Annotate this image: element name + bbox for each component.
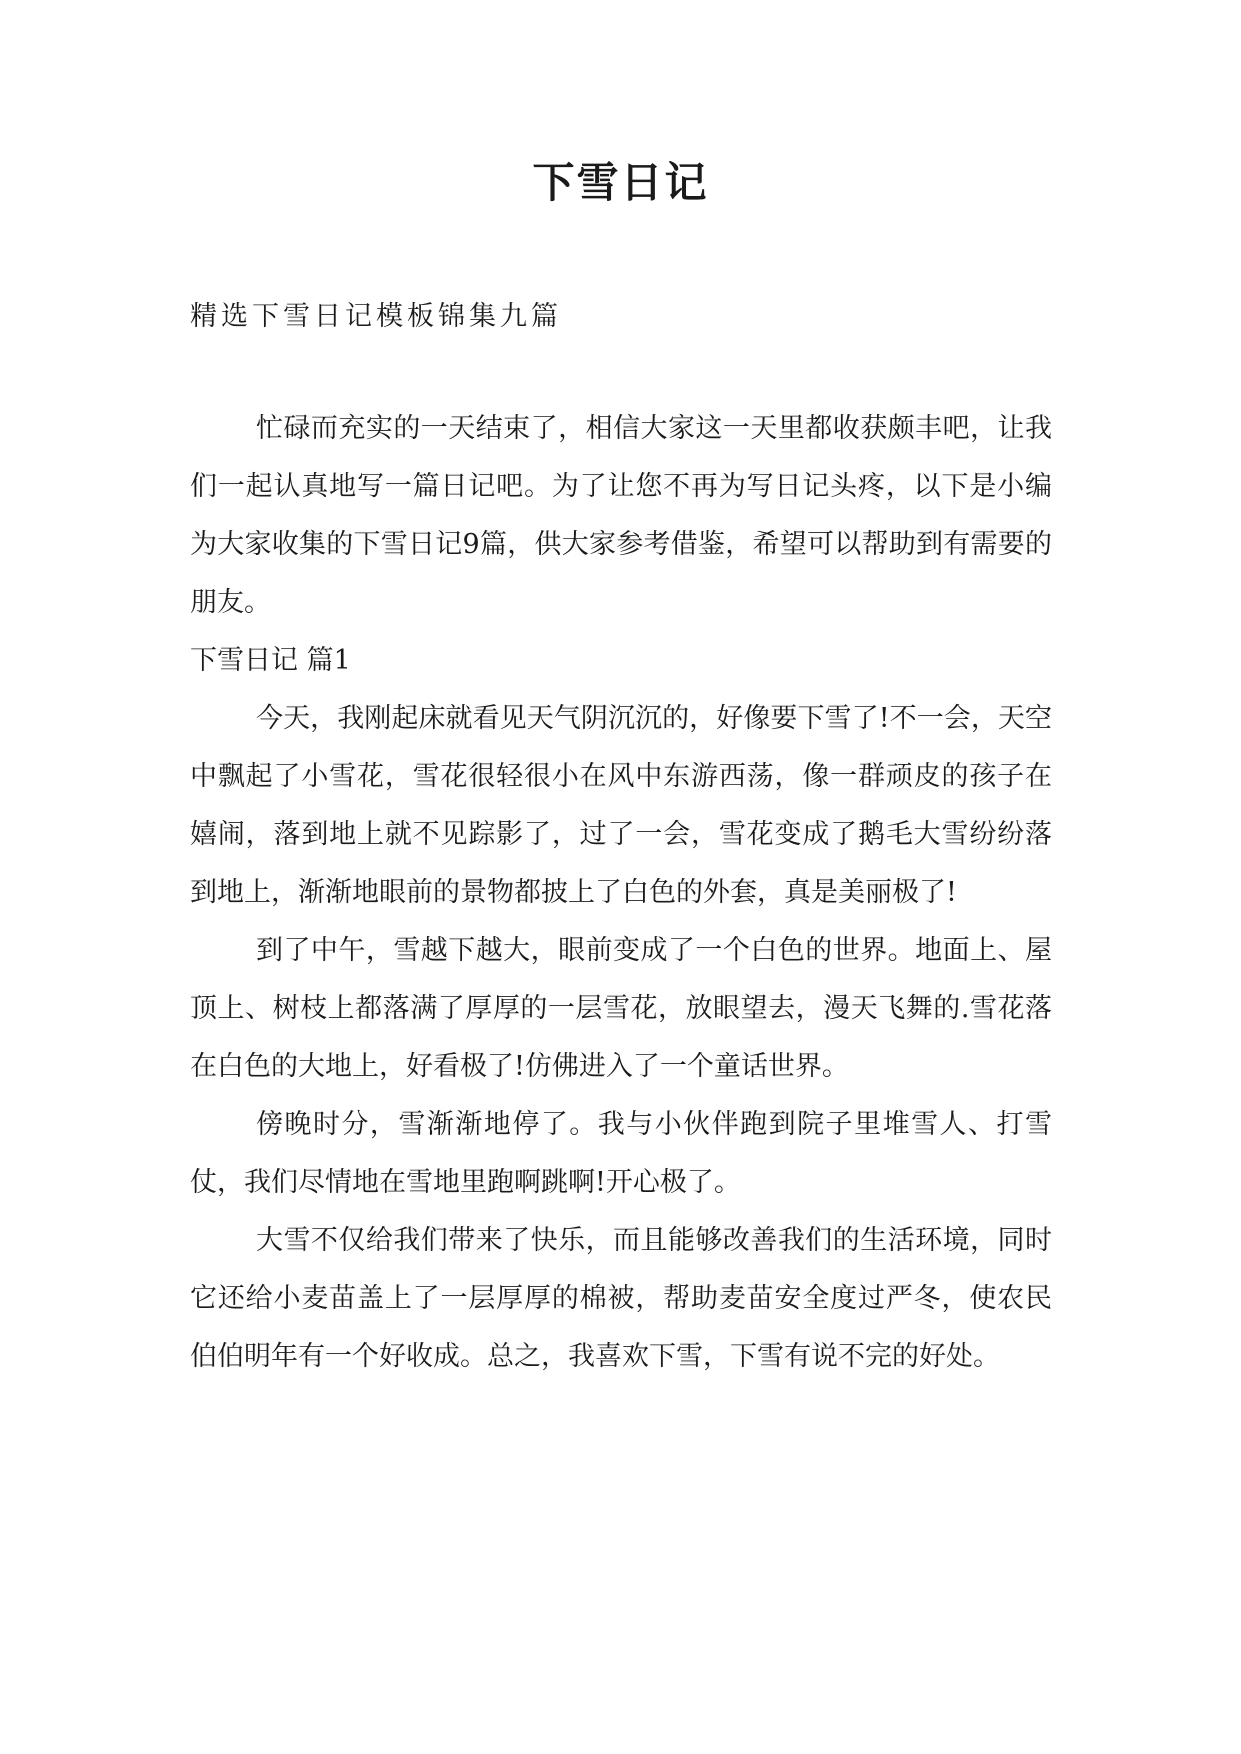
section-heading: 下雪日记 篇1 [190,645,351,676]
body-paragraph: 到了中午，雪越下越大，眼前变成了一个白色的世界。地面上、屋顶上、树枝上都落满了厚厚的一层雪花，放眼望去，漫天飞舞的.雪花落在白色的大地上，好看极了!仿佛进入了一个童话世界。 [190,935,1052,1082]
body-paragraph: 大雪不仅给我们带来了快乐，而且能够改善我们的生活环境，同时它还给小麦苗盖上了一层厚厚的棉被，帮助麦苗安全度过严冬，使农民伯伯明年有一个好收成。总之，我喜欢下雪，下雪有说不完的好处。 [190,1225,1052,1372]
document-title: 下雪日记 [532,158,709,207]
intro-paragraph: 忙碌而充实的一天结束了，相信大家这一天里都收获颇丰吧，让我们一起认真地写一篇日记吧。为了让您不再为写日记头疼，以下是小编为大家收集的下雪日记9篇，供大家参考借鉴，希望可以帮助到有需要的朋友。 [190,413,1052,618]
body-paragraph: 傍晚时分，雪渐渐地停了。我与小伙伴跑到院子里堆雪人、打雪仗，我们尽情地在雪地里跑啊跳啊!开心极了。 [190,1109,1052,1198]
document-body [190,400,1052,1386]
body-paragraph: 今天，我刚起床就看见天气阴沉沉的，好像要下雪了!不一会，天空中飘起了小雪花，雪花很轻很小在风中东游西荡，像一群顽皮的孩子在嬉闹，落到地上就不见踪影了，过了一会，雪花变成了鹅毛大雪纷纷落到地上，渐渐地眼前的景物都披上了白色的外套，真是美丽极了! [190,703,1052,908]
document-subtitle: 精选下雪日记模板锦集九篇 [190,301,562,332]
